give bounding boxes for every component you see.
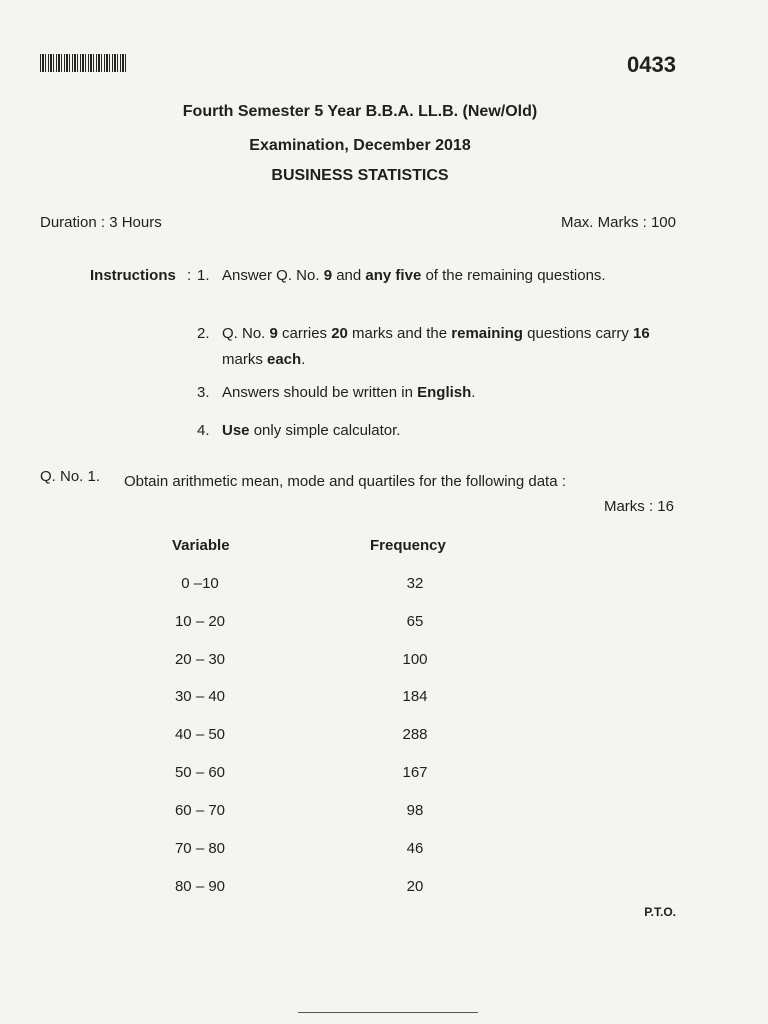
variable-cell: 80 – 90 — [174, 878, 226, 895]
paper-code: 0433 — [627, 52, 676, 77]
table-row — [0, 651, 768, 675]
variable-cell: 50 – 60 — [174, 764, 226, 781]
instruction-number: 1. — [197, 267, 210, 284]
instructions-label: Instructions — [90, 267, 176, 284]
variable-cell: 10 – 20 — [174, 613, 226, 630]
frequency-cell: 288 — [402, 726, 428, 743]
instruction-1 — [197, 263, 657, 315]
question-text: Obtain arithmetic mean, mode and quartiles for the following data : — [124, 473, 566, 490]
instruction-2 — [197, 321, 657, 373]
pto-label: P.T.O. — [644, 905, 676, 919]
variable-cell: 0 –10 — [181, 575, 219, 592]
barcode — [40, 54, 128, 72]
instruction-number: 2. — [197, 325, 210, 342]
frequency-cell: 65 — [406, 613, 424, 630]
variable-cell: 30 – 40 — [174, 688, 226, 705]
max-marks: Max. Marks : 100 — [560, 214, 676, 231]
frequency-cell: 32 — [406, 575, 424, 592]
page-edge-mark — [298, 1012, 478, 1023]
frequency-cell: 184 — [402, 688, 428, 705]
table-row — [0, 726, 768, 750]
instruction-text: Q. No. 9 carries 20 marks and the remaining questions carry 16 marks each. — [222, 325, 650, 368]
duration: Duration : 3 Hours — [40, 214, 162, 231]
course-title: Fourth Semester 5 Year B.B.A. LL.B. (New/Old) — [182, 103, 538, 120]
exam-title: Examination, December 2018 — [249, 137, 471, 154]
table-row — [0, 878, 768, 902]
variable-cell: 40 – 50 — [174, 726, 226, 743]
column-header-frequency: Frequency — [370, 537, 446, 554]
variable-cell: 20 – 30 — [174, 651, 226, 668]
table-row — [0, 613, 768, 637]
column-header-variable: Variable — [172, 537, 230, 554]
frequency-cell: 100 — [402, 651, 428, 668]
question-marks: Marks : 16 — [603, 498, 674, 515]
instruction-number: 4. — [197, 422, 210, 439]
instruction-text: Use only simple calculator. — [222, 422, 401, 439]
instruction-text: Answers should be written in English. — [222, 384, 476, 401]
instructions-colon: : — [187, 267, 192, 284]
frequency-cell: 46 — [406, 840, 424, 857]
instruction-4 — [197, 418, 657, 444]
instruction-number: 3. — [197, 384, 210, 401]
instruction-text: Answer Q. No. 9 and any five of the remaining questions. — [222, 267, 606, 284]
frequency-cell: 20 — [406, 878, 424, 895]
variable-cell: 70 – 80 — [174, 840, 226, 857]
table-row — [0, 575, 768, 599]
table-row — [0, 764, 768, 788]
instruction-3 — [197, 380, 657, 406]
question-number: Q. No. 1. — [40, 468, 101, 485]
subject-title: BUSINESS STATISTICS — [271, 167, 449, 184]
table-row — [0, 688, 768, 712]
variable-cell: 60 – 70 — [174, 802, 226, 819]
table-row — [0, 840, 768, 864]
frequency-cell: 167 — [402, 764, 428, 781]
frequency-cell: 98 — [406, 802, 424, 819]
table-row — [0, 802, 768, 826]
